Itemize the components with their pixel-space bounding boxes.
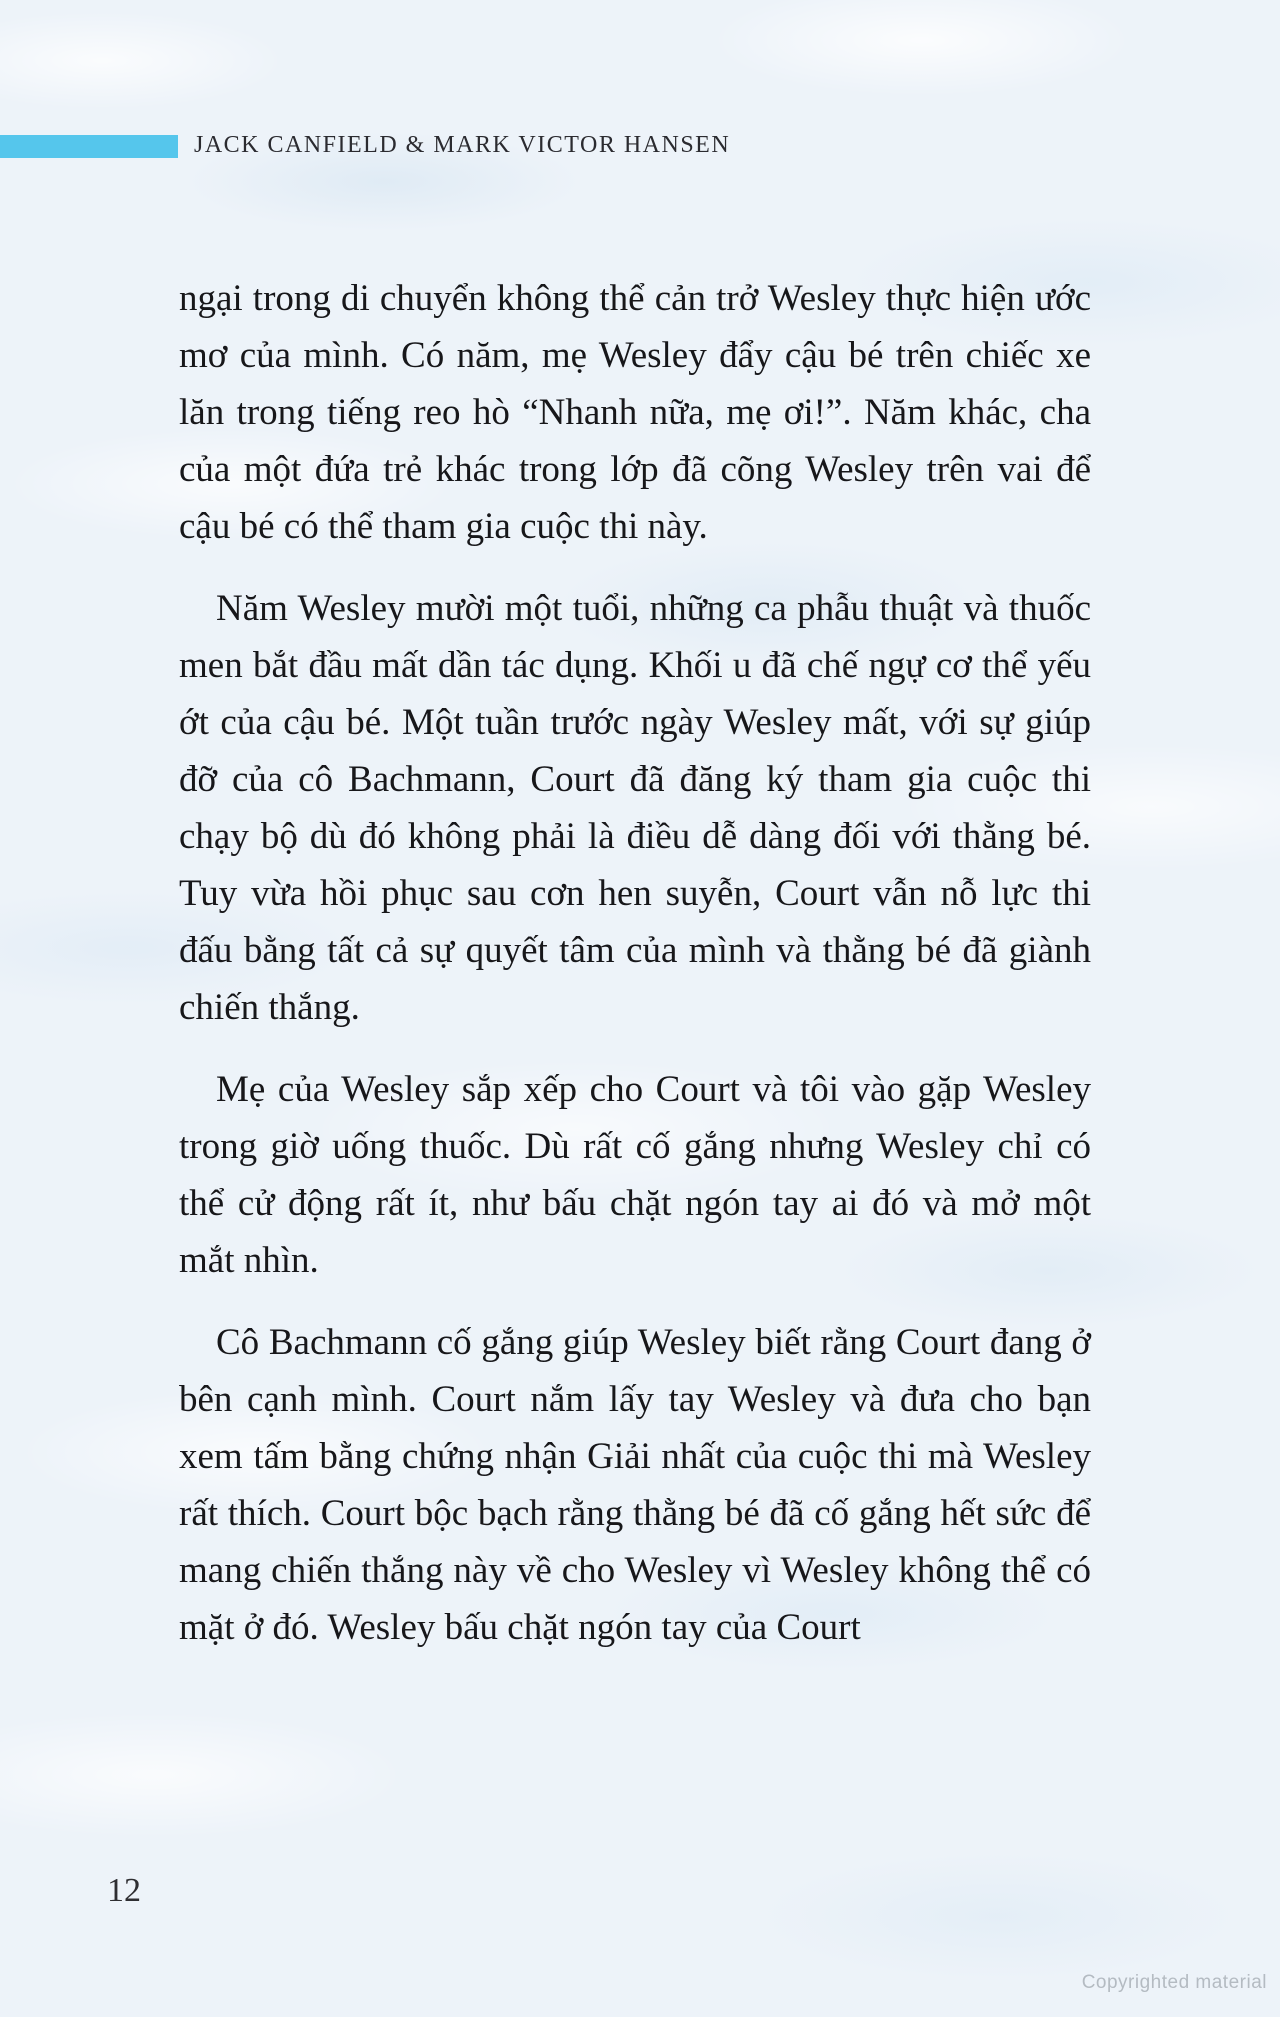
copyright-notice: Copyrighted material [1081,1972,1267,1993]
running-header-authors: JACK CANFIELD & MARK VICTOR HANSEN [194,132,731,158]
paragraph-4: Cô Bachmann cố gắng giúp Wesley biết rằng Court đang ở bên cạnh mình. Court nắm lấy tay Wesley và đưa cho bạn xem tấm bằng chứng nhận Giải nhất của cuộc thi mà Wesley rất thích. Court bộc bạch rằng thằng bé đã cố gắng hết sức để mang chiến thắng này về cho Wesley vì Wesley không thể có mặt ở đó. Wesley bấu chặt ngón tay của Court [179,1322,1091,1648]
header-accent-bar [0,135,178,158]
paragraph-2: Năm Wesley mười một tuổi, những ca phẫu thuật và thuốc men bắt đầu mất dần tác dụng. Khối u đã chế ngự cơ thể yếu ớt của cậu bé. Một tuần trước ngày Wesley mất, với sự giúp đỡ của cô Bachmann, Court đã đăng ký tham gia cuộc thi chạy bộ dù đó không phải là điều dễ dàng đối với thằng bé. Tuy vừa hồi phục sau cơn hen suyễn, Court vẫn nỗ lực thi đấu bằng tất cả sự quyết tâm của mình và thằng bé đã giành chiến thắng. [179,588,1091,1028]
paragraph-3: Mẹ của Wesley sắp xếp cho Court và tôi vào gặp Wesley trong giờ uống thuốc. Dù rất cố gắng nhưng Wesley chỉ có thể cử động rất ít, như bấu chặt ngón tay ai đó và mở một mắt nhìn. [179,1069,1091,1281]
paragraph-1: ngại trong di chuyển không thể cản trở Wesley thực hiện ước mơ của mình. Có năm, mẹ Wesley đẩy cậu bé trên chiếc xe lăn trong tiếng reo hò “Nhanh nữa, mẹ ơi!”. Năm khác, cha của một đứa trẻ khác trong lớp đã cõng Wesley trên vai để cậu bé có thể tham gia cuộc thi này. [179,278,1091,547]
page-number: 12 [107,1872,141,1909]
body-text [179,270,1091,1656]
